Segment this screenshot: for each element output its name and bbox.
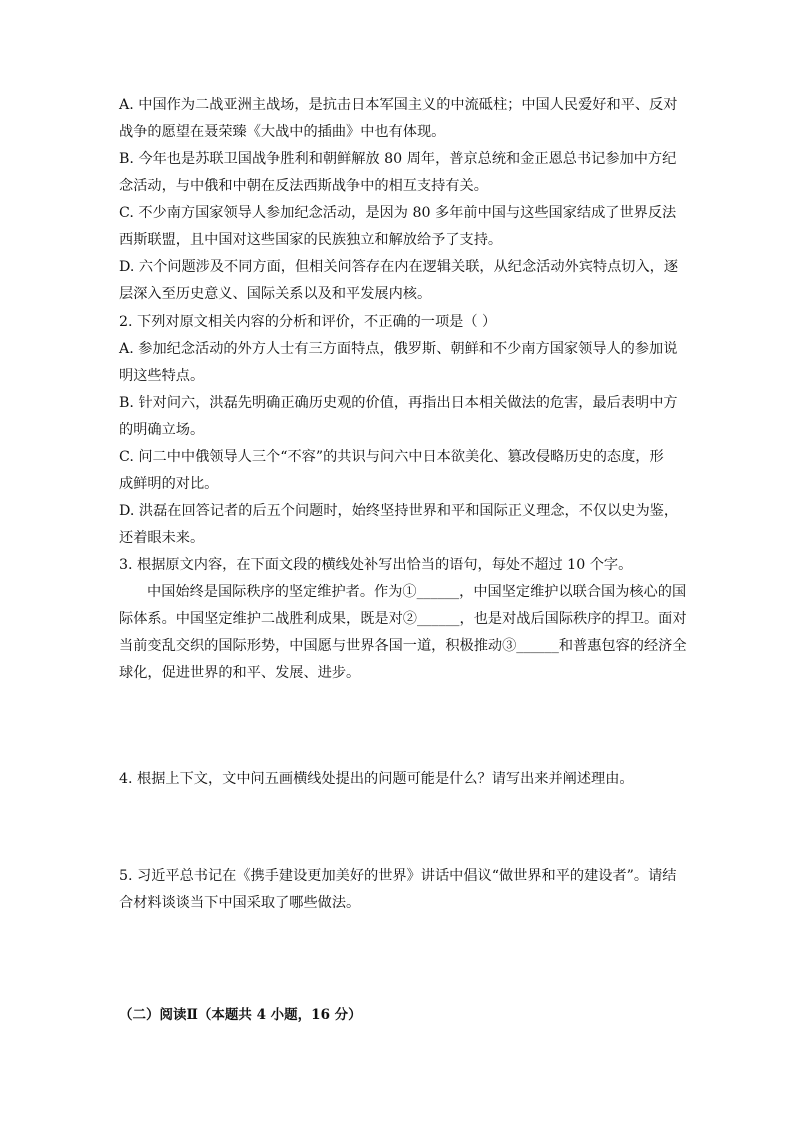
q3-passage-line-3: 当前变乱交织的国际形势，中国愿与世界各国一道，积极推动③______和普惠包容的经济全 [119,638,687,654]
q2-option-c-line-1: C. 问二中中俄领导人三个“不容”的共识与问六中日本欲美化、篡改侵略历史的态度，形 [119,449,664,465]
q1-option-d-line-1: D. 六个问题涉及不同方面，但相关问答存在内在逻辑关联，从纪念活动外宾特点切入，逐 [119,259,679,275]
q2-stem: 2. 下列对原文相关内容的分析和评价，不正确的一项是（ ） [119,314,497,330]
q2-option-d-line-2: 还着眼未来。 [119,530,205,546]
q1-option-a-line-2: 战争的愿望在聂荣臻《大战中的插曲》中也有体现。 [119,124,446,140]
q1-option-c-line-2: 西斯联盟，且中国对这些国家的民族独立和解放给予了支持。 [119,232,503,248]
q2-option-a-line-1: A. 参加纪念活动的外方人士有三方面特点，俄罗斯、朝鲜和不少南方国家领导人的参加说 [119,341,678,357]
q2-option-b-line-2: 的明确立场。 [119,422,205,438]
q3-passage-line-2: 际体系。中国坚定维护二战胜利成果，既是对②______，也是对战后国际秩序的捍卫。面对 [119,611,687,627]
q1-option-c-line-1: C. 不少南方国家领导人参加纪念活动，是因为 80 多年前中国与这些国家结成了世界反法 [119,205,677,221]
q2-option-b-line-1: B. 针对问六，洪磊先明确正确历史观的价值，再指出日本相关做法的危害，最后表明中方 [119,395,678,411]
q1-option-b-line-1: B. 今年也是苏联卫国战争胜利和朝鲜解放 80 周年，普京总统和金正恩总书记参加中方纪 [119,151,677,167]
q1-option-a-line-1: A. 中国作为二战亚洲主战场，是抗击日本军国主义的中流砥柱；中国人民爱好和平、反对 [119,97,678,113]
q2-option-a-line-2: 明这些特点。 [119,368,205,384]
q2-option-c-line-2: 成鲜明的对比。 [119,476,219,492]
q5-stem-line-2: 合材料谈谈当下中国采取了哪些做法。 [119,895,361,911]
q2-option-d-line-1: D. 洪磊在回答记者的后五个问题时，始终坚持世界和平和国际正义理念，不仅以史为鉴， [119,503,679,519]
q5-stem-line-1: 5. 习近平总书记在《携手建设更加美好的世界》讲话中倡议“做世界和平的建设者”。请结 [119,868,677,884]
q3-passage-line-1: 中国始终是国际秩序的坚定维护者。作为①______，中国坚定维护以联合国为核心的国 [147,584,687,600]
q4-stem: 4. 根据上下文，文中问五画横线处提出的问题可能是什么？请写出来并阐述理由。 [119,771,634,787]
q3-stem: 3. 根据原文内容，在下面文段的横线处补写出恰当的语句，每处不超过 10 个字。 [119,557,633,573]
section-heading: （二）阅读Ⅱ（本题共 4 小题，16 分） [119,1007,362,1023]
q3-passage-line-4: 球化，促进世界的和平、发展、进步。 [119,665,361,681]
q1-option-d-line-2: 层深入至历史意义、国际关系以及和平发展内核。 [119,286,432,302]
q1-option-b-line-2: 念活动，与中俄和中朝在反法西斯战争中的相互支持有关。 [119,178,488,194]
